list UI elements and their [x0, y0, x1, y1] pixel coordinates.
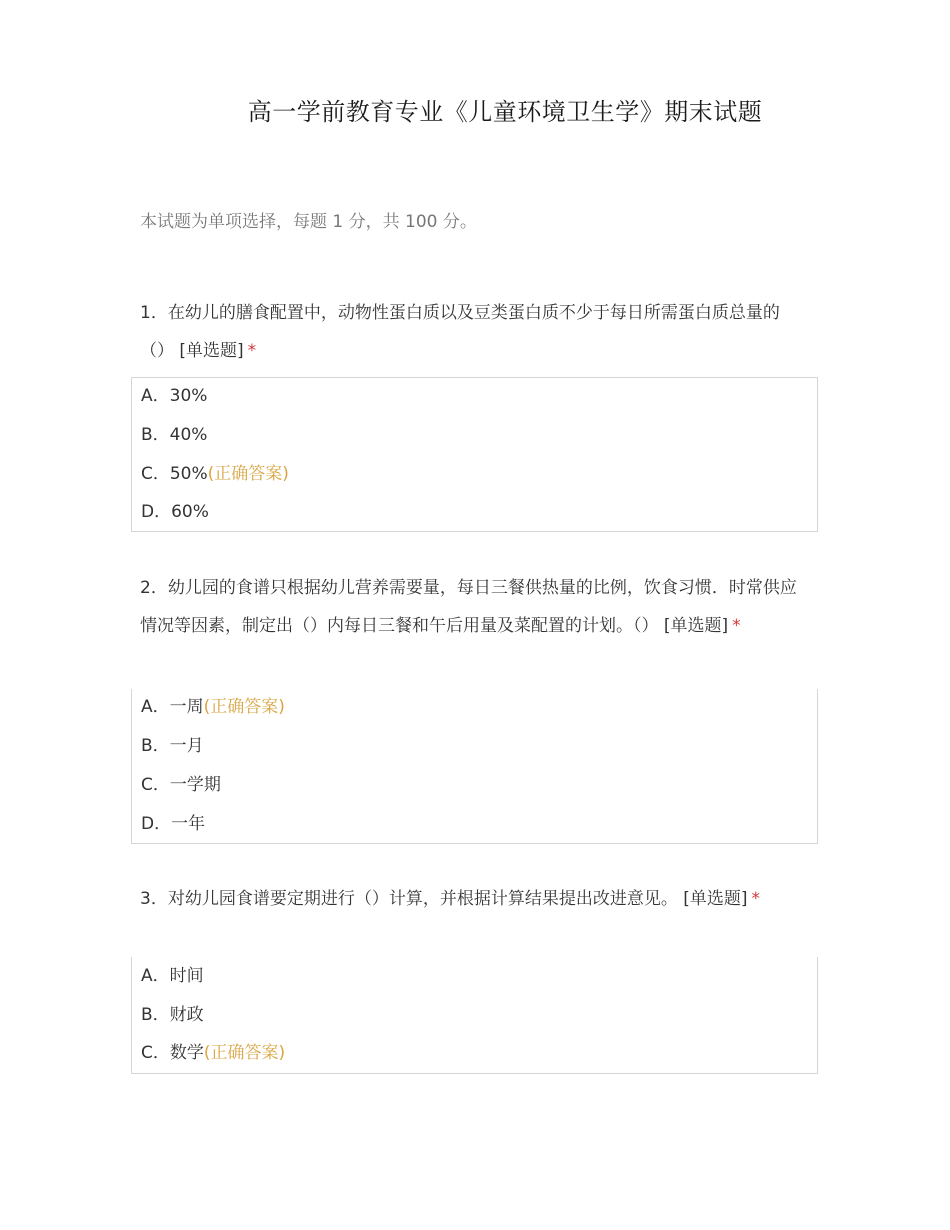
option-d-label: D．一年 — [141, 814, 206, 834]
required-mark: * — [732, 616, 741, 636]
option-b[interactable] — [141, 1004, 204, 1026]
question-1 — [140, 294, 810, 370]
option-a-label: A．一周 — [141, 697, 204, 717]
page-title: 高一学前教育专业《儿童环境卫生学》期末试题 — [247, 98, 763, 126]
option-a[interactable] — [141, 385, 207, 407]
question-2 — [140, 569, 810, 645]
question-1-text: 1．在幼儿的膳食配置中，动物性蛋白质以及豆类蛋白质不少于每日所需蛋白质总量的（） [单选题] — [140, 303, 780, 361]
option-b-label: B．40% — [141, 425, 208, 445]
required-mark: * — [751, 889, 760, 909]
option-b[interactable] — [141, 424, 207, 446]
question-3-options — [131, 957, 818, 1074]
question-2-text: 2．幼儿园的食谱只根据幼儿营养需要量，每日三餐供热量的比例，饮食习惯．时常供应情况等因素，制定出（）内每日三餐和午后用量及菜配置的计划。（） [单选题] — [140, 578, 797, 636]
option-a[interactable] — [141, 965, 204, 987]
option-a[interactable] — [141, 696, 285, 718]
option-d-label: D．60% — [141, 502, 209, 522]
option-b-label: B．一月 — [141, 736, 204, 756]
option-c-label: C．数学 — [141, 1043, 204, 1063]
question-1-options — [131, 377, 818, 532]
option-c[interactable] — [141, 463, 289, 485]
option-b[interactable] — [141, 735, 204, 757]
question-3-text: 3．对幼儿园食谱要定期进行（）计算，并根据计算结果提出改进意见。 [单选题] — [140, 889, 748, 909]
required-mark: * — [247, 341, 257, 361]
correct-answer-label: (正确答案) — [207, 464, 289, 484]
question-3 — [140, 880, 810, 918]
option-a-label: A．30% — [141, 386, 208, 406]
instructions: 本试题为单项选择，每题 1 分，共 100 分。 — [140, 212, 477, 232]
option-a-label: A．时间 — [141, 966, 204, 986]
option-d[interactable] — [141, 813, 205, 835]
option-c[interactable] — [141, 1042, 285, 1064]
correct-answer-label: (正确答案) — [203, 697, 285, 717]
option-c[interactable] — [141, 774, 221, 796]
option-c-label: C．50% — [141, 464, 208, 484]
option-c-label: C．一学期 — [141, 775, 221, 795]
correct-answer-label: (正确答案) — [203, 1043, 286, 1063]
question-2-options — [131, 689, 818, 844]
option-d[interactable] — [141, 501, 209, 523]
option-b-label: B．财政 — [141, 1005, 204, 1025]
